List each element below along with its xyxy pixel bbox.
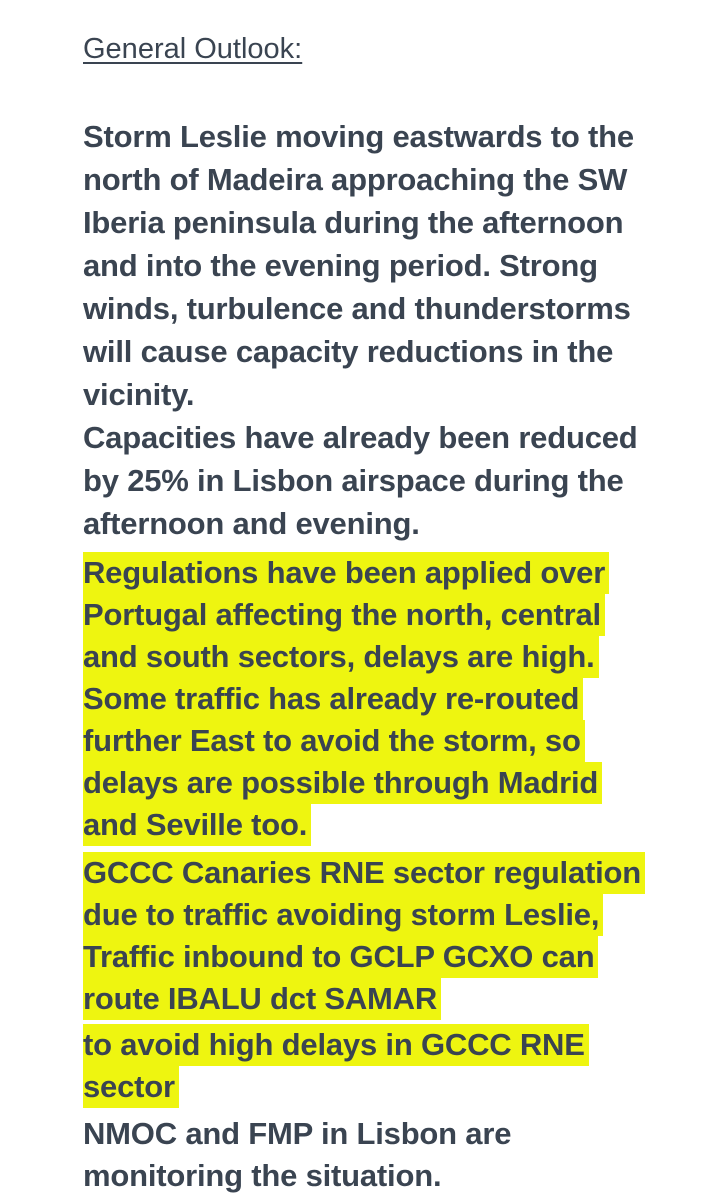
highlighted-text-line: route IBALU dct SAMAR	[83, 978, 441, 1020]
highlighted-text-line: sector	[83, 1066, 179, 1108]
text-line: winds, turbulence and thunderstorms	[83, 291, 631, 326]
highlighted-text-line: delays are possible through Madrid	[83, 762, 602, 804]
text-line: by 25% in Lisbon airspace during the	[83, 463, 624, 498]
text-line: NMOC and FMP in Lisbon are	[83, 1116, 512, 1151]
highlighted-text-line: Some traffic has already re-routed	[83, 678, 583, 720]
highlighted-text-line: further East to avoid the storm, so	[83, 720, 585, 762]
highlighted-text-line: due to traffic avoiding storm Leslie,	[83, 894, 603, 936]
highlighted-text-line: and Seville too.	[83, 804, 311, 846]
highlighted-text-line: Portugal affecting the north, central	[83, 594, 605, 636]
text-line: vicinity.	[83, 377, 195, 412]
text-line: monitoring the situation.	[83, 1158, 442, 1193]
text-line: Iberia peninsula during the afternoon	[83, 205, 624, 240]
section-heading: General Outlook:	[83, 33, 303, 65]
highlighted-text-line: and south sectors, delays are high.	[83, 636, 599, 678]
highlighted-text-line: Regulations have been applied over	[83, 552, 609, 594]
text-line: north of Madeira approaching the SW	[83, 162, 628, 197]
text-line: afternoon and evening.	[83, 506, 420, 541]
text-line: Capacities have already been reduced	[83, 420, 638, 455]
text-line: Storm Leslie moving eastwards to the	[83, 119, 634, 154]
highlighted-text-line: GCCC Canaries RNE sector regulation	[83, 852, 645, 894]
highlighted-text-line: to avoid high delays in GCCC RNE	[83, 1024, 589, 1066]
highlighted-text-line: Traffic inbound to GCLP GCXO can	[83, 936, 598, 978]
text-line: and into the evening period. Strong	[83, 248, 598, 283]
text-line: will cause capacity reductions in the	[83, 334, 614, 369]
